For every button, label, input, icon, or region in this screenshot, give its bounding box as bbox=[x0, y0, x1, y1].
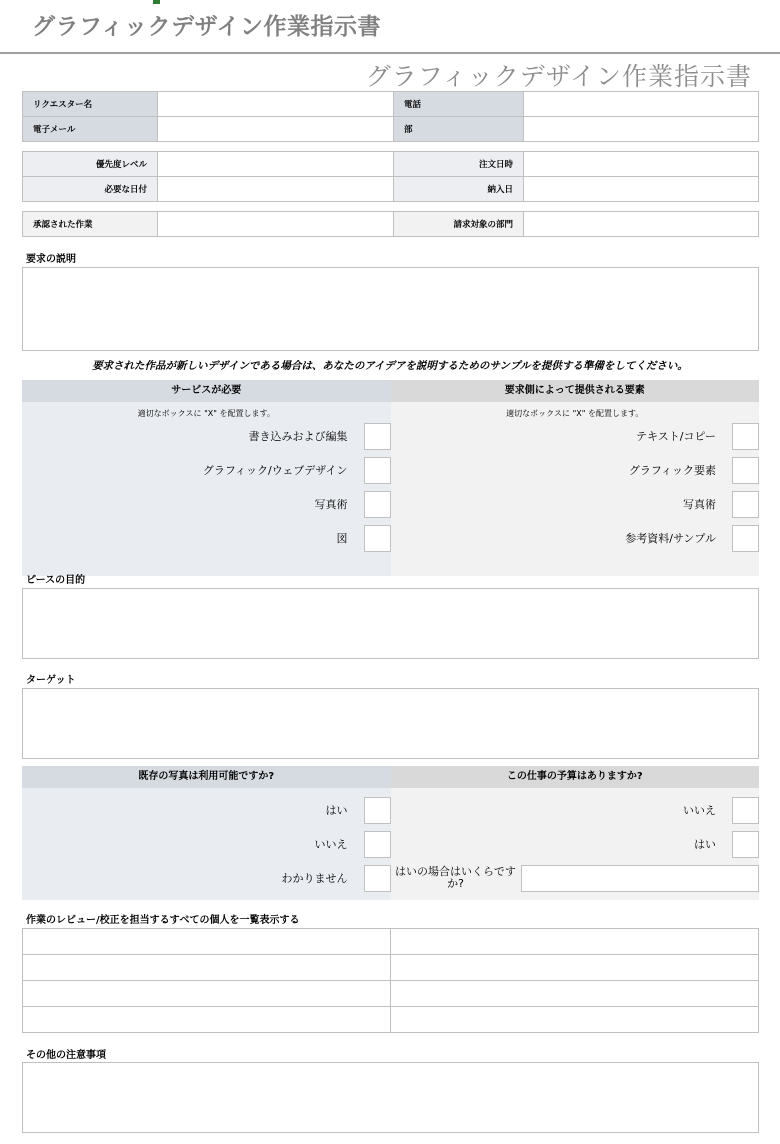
purpose-textarea[interactable] bbox=[22, 588, 759, 659]
description-textarea[interactable] bbox=[22, 267, 759, 351]
photos-row bbox=[22, 827, 391, 861]
budget-checkbox[interactable] bbox=[732, 831, 759, 858]
reviewer-cell[interactable] bbox=[23, 1007, 391, 1033]
budget-option-label: はい bbox=[694, 838, 716, 851]
phone-label: 電話 bbox=[394, 92, 524, 117]
reviewer-cell[interactable] bbox=[23, 929, 391, 955]
service-label: グラフィック/ウェブデザイン bbox=[202, 464, 348, 477]
provided-row bbox=[391, 453, 760, 487]
form-title: グラフィックデザイン作業指示書 bbox=[365, 62, 752, 91]
photos-row bbox=[22, 793, 391, 827]
service-row bbox=[22, 419, 391, 453]
priority-field[interactable] bbox=[158, 152, 394, 177]
reviewer-cell[interactable] bbox=[391, 1007, 759, 1033]
budget-row bbox=[391, 827, 760, 861]
provided-row bbox=[391, 419, 760, 453]
approved-work-label: 承認された作業 bbox=[23, 212, 158, 237]
provided-checkbox[interactable] bbox=[732, 423, 759, 450]
budget-heading: この仕事の予算はありますか? bbox=[391, 766, 760, 788]
provided-elements-column bbox=[391, 380, 760, 576]
photos-option-label: わかりません bbox=[281, 872, 348, 885]
service-label: 書き込みおよび編集 bbox=[248, 430, 348, 443]
provided-hint: 適切なボックスに "X" を配置します。 bbox=[506, 409, 644, 418]
budget-option-label: いいえ bbox=[683, 804, 716, 817]
service-label: 図 bbox=[336, 532, 348, 545]
budget-amount-field[interactable] bbox=[521, 865, 760, 892]
services-heading: サービスが必要 bbox=[22, 380, 391, 402]
billing-dept-label: 請求対象の部門 bbox=[394, 212, 524, 237]
delivery-date-label: 納入日 bbox=[394, 177, 524, 202]
email-field[interactable] bbox=[158, 117, 394, 142]
table-row bbox=[23, 955, 759, 981]
budget-amount-question: はいの場合はいくらですか? bbox=[395, 865, 516, 890]
service-checkbox[interactable] bbox=[364, 491, 391, 518]
target-textarea[interactable] bbox=[22, 688, 759, 759]
notes-textarea[interactable] bbox=[22, 1062, 759, 1133]
service-row bbox=[22, 487, 391, 521]
service-label: 写真術 bbox=[314, 498, 348, 511]
requester-label: リクエスター名 bbox=[23, 92, 158, 117]
department-field[interactable] bbox=[524, 117, 759, 142]
table-row bbox=[23, 929, 759, 955]
contact-table bbox=[22, 91, 759, 142]
provided-row bbox=[391, 521, 760, 555]
provided-checkbox[interactable] bbox=[732, 491, 759, 518]
phone-field[interactable] bbox=[524, 92, 759, 117]
sample-note: 要求された作品が新しいデザインである場合は、あなたのアイデアを説明するためのサンプルを提供する準備をしてください。 bbox=[92, 360, 688, 372]
provided-checkbox[interactable] bbox=[732, 457, 759, 484]
provided-heading: 要求側によって提供される要素 bbox=[391, 380, 760, 402]
services-hint: 適切なボックスに "X" を配置します。 bbox=[137, 409, 275, 418]
target-label: ターゲット bbox=[26, 675, 76, 686]
provided-row bbox=[391, 487, 760, 521]
notes-label: その他の注意事項 bbox=[26, 1050, 106, 1061]
photos-heading: 既存の写真は利用可能ですか? bbox=[22, 766, 391, 788]
photos-checkbox[interactable] bbox=[364, 865, 391, 892]
provided-checkbox[interactable] bbox=[732, 525, 759, 552]
reviewer-cell[interactable] bbox=[23, 981, 391, 1007]
photos-option-label: いいえ bbox=[314, 838, 348, 851]
billing-dept-field[interactable] bbox=[524, 212, 759, 237]
purpose-label: ピースの目的 bbox=[26, 575, 86, 586]
reviewer-cell[interactable] bbox=[391, 955, 759, 981]
budget-amount-row bbox=[391, 861, 760, 895]
email-label: 電子メール bbox=[23, 117, 158, 142]
required-date-field[interactable] bbox=[158, 177, 394, 202]
reviewer-cell[interactable] bbox=[391, 981, 759, 1007]
requester-field[interactable] bbox=[158, 92, 394, 117]
table-row bbox=[23, 981, 759, 1007]
service-checkbox[interactable] bbox=[364, 457, 391, 484]
provided-label: 写真術 bbox=[683, 498, 716, 511]
title-divider bbox=[0, 52, 780, 54]
budget-row bbox=[391, 793, 760, 827]
accent-mark bbox=[153, 0, 160, 4]
approval-table bbox=[22, 211, 759, 237]
description-label: 要求の説明 bbox=[26, 254, 76, 265]
provided-label: 参考資料/サンプル bbox=[625, 532, 716, 545]
reviewers-table bbox=[22, 928, 759, 1033]
photos-row bbox=[22, 861, 391, 895]
delivery-date-field[interactable] bbox=[524, 177, 759, 202]
service-checkbox[interactable] bbox=[364, 423, 391, 450]
reviewer-cell[interactable] bbox=[23, 955, 391, 981]
photos-column bbox=[22, 766, 391, 900]
service-row bbox=[22, 453, 391, 487]
photos-option-label: はい bbox=[325, 804, 348, 817]
service-checkbox[interactable] bbox=[364, 525, 391, 552]
order-date-label: 注文日時 bbox=[394, 152, 524, 177]
provided-label: グラフィック要素 bbox=[628, 464, 716, 477]
priority-label: 優先度レベル bbox=[23, 152, 158, 177]
table-row bbox=[23, 1007, 759, 1033]
services-section bbox=[22, 380, 759, 576]
photos-checkbox[interactable] bbox=[364, 831, 391, 858]
department-label: 部 bbox=[394, 117, 524, 142]
reviewers-label: 作業のレビュー/校正を担当するすべての個人を一覧表示する bbox=[26, 915, 300, 926]
service-row bbox=[22, 521, 391, 555]
services-needed-column bbox=[22, 380, 391, 576]
order-date-field[interactable] bbox=[524, 152, 759, 177]
budget-checkbox[interactable] bbox=[732, 797, 759, 824]
approved-work-field[interactable] bbox=[158, 212, 394, 237]
budget-column bbox=[391, 766, 760, 900]
photos-checkbox[interactable] bbox=[364, 797, 391, 824]
reviewer-cell[interactable] bbox=[391, 929, 759, 955]
schedule-table bbox=[22, 151, 759, 202]
provided-label: テキスト/コピー bbox=[635, 430, 716, 443]
document-title: グラフィックデザイン作業指示書 bbox=[32, 14, 382, 40]
required-date-label: 必要な日付 bbox=[23, 177, 158, 202]
photos-budget-section bbox=[22, 766, 759, 900]
